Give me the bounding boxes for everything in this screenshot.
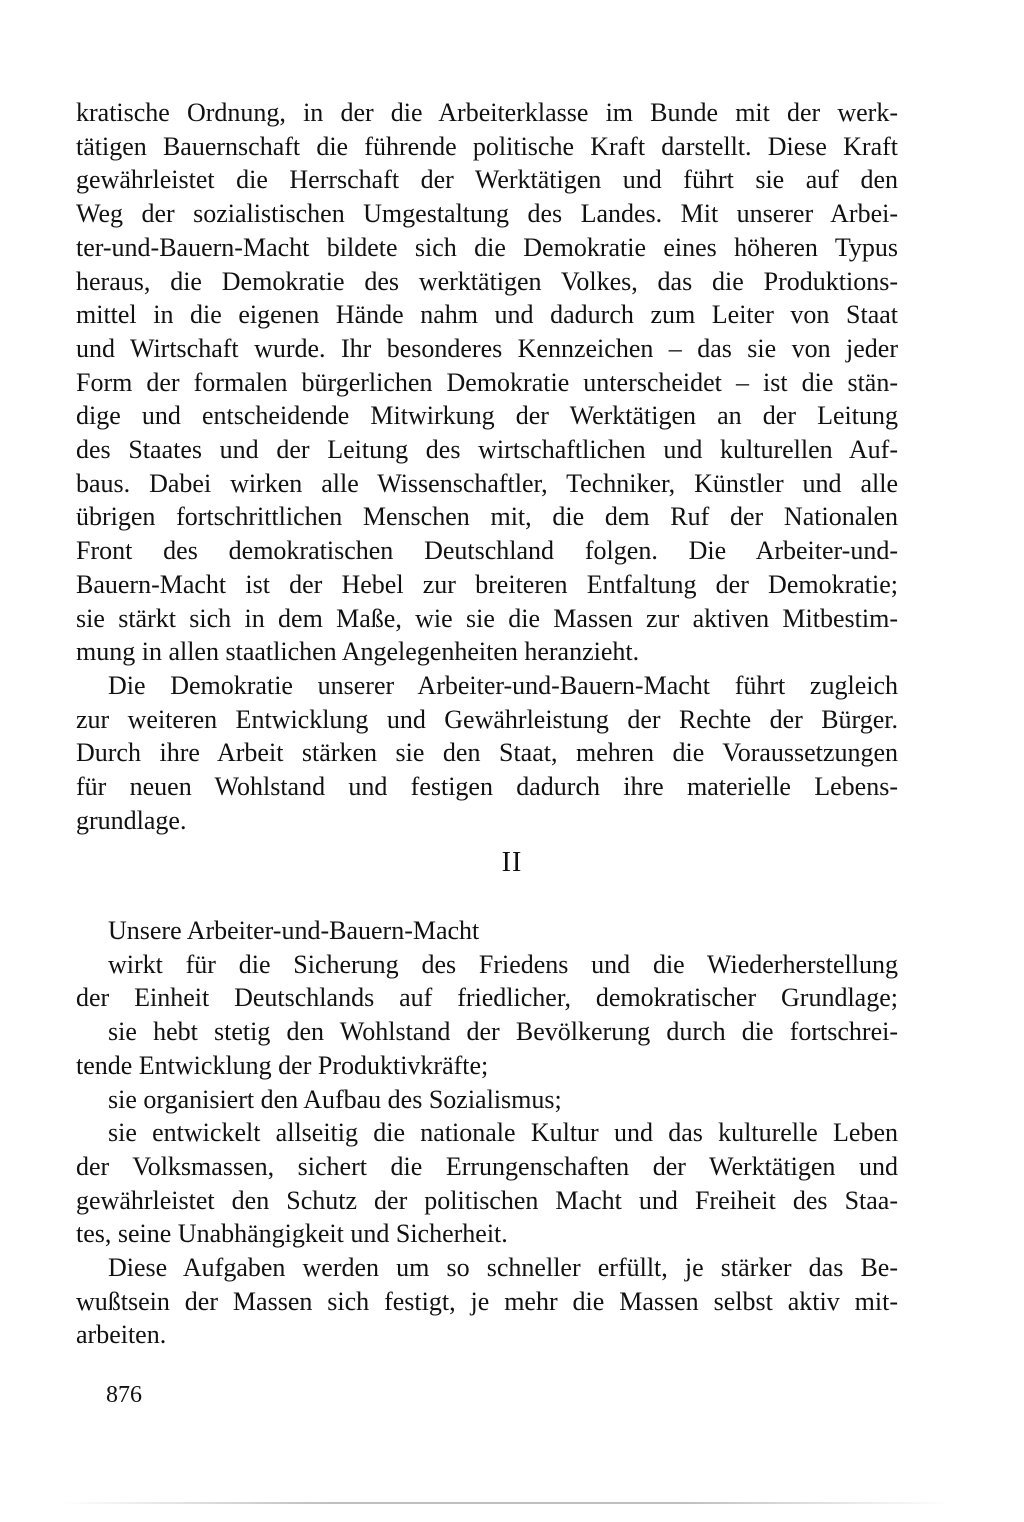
text-line: baus. Dabei wirken alle Wissenschaftler, Techniker, Künstler und alle	[76, 468, 898, 498]
text-line: Die Demokratie unserer Arbeiter-und-Bauern-Macht führt zugleich	[108, 670, 898, 700]
text-line: arbeiten.	[76, 1320, 167, 1350]
text-line: wirkt für die Sicherung des Friedens und die Wiederherstellung	[108, 949, 898, 979]
section-intro: Unsere Arbeiter-und-Bauern-Macht	[108, 916, 480, 945]
scan-edge-line	[60, 1502, 950, 1504]
text-line: sie organisiert den Aufbau des Sozialismus;	[108, 1084, 562, 1114]
text-line: gewährleistet die Herrschaft der Werktätigen und führt sie auf den	[76, 165, 898, 195]
text-line: sie stärkt sich in dem Maße, wie sie die Massen zur aktiven Mitbestim-	[76, 603, 898, 633]
main-text-bottom	[76, 914, 898, 1352]
main-text-top	[76, 96, 898, 837]
text-line: Durch ihre Arbeit stärken sie den Staat, mehren die Voraussetzungen	[76, 738, 898, 768]
text-line: tes, seine Unabhängigkeit und Sicherheit.	[76, 1219, 508, 1249]
text-line: sie hebt stetig den Wohlstand der Bevölkerung durch die fortschrei-	[108, 1017, 898, 1047]
page-number: 876	[106, 1382, 142, 1408]
text-line: mittel in die eigenen Hände nahm und dadurch zum Leiter von Staat	[76, 300, 898, 330]
section-heading: II	[501, 847, 523, 878]
text-line: für neuen Wohlstand und festigen dadurch ihre materielle Lebens-	[76, 772, 898, 802]
text-line: ter-und-Bauern-Macht bildete sich die Demokratie eines höheren Typus	[76, 232, 898, 262]
list-item	[76, 1116, 898, 1251]
text-line: grundlage.	[76, 805, 187, 835]
text-line: Form der formalen bürgerlichen Demokratie unterscheidet – ist die stän-	[76, 367, 898, 397]
text-line: der Volksmassen, sichert die Errungenschaften der Werktätigen und	[76, 1151, 898, 1181]
text-line: Front des demokratischen Deutschland folgen. Die Arbeiter-und-	[76, 536, 898, 566]
text-line: wußtsein der Massen sich festigt, je mehr die Massen selbst aktiv mit-	[76, 1286, 898, 1316]
list-item	[76, 1015, 898, 1082]
text-line: heraus, die Demokratie des werktätigen Volkes, das die Produktions-	[76, 266, 898, 296]
text-line: tätigen Bauernschaft die führende politische Kraft darstellt. Diese Kraft	[76, 131, 898, 161]
text-line: zur weiteren Entwicklung und Gewährleistung der Rechte der Bürger.	[76, 704, 898, 734]
text-line: der Einheit Deutschlands auf friedlicher, demokratischer Grundlage;	[76, 983, 898, 1013]
text-line: und Wirtschaft wurde. Ihr besonderes Kennzeichen – das sie von jeder	[76, 333, 898, 363]
text-line: sie entwickelt allseitig die nationale Kultur und das kulturelle Leben	[108, 1118, 898, 1148]
paragraph-citizen-rights	[76, 669, 898, 838]
paragraph-democracy-order	[76, 96, 898, 669]
paragraph-tasks	[76, 1251, 898, 1352]
text-line: übrigen fortschrittlichen Menschen mit, die dem Ruf der Nationalen	[76, 502, 898, 532]
text-line: kratische Ordnung, in der die Arbeiterklasse im Bunde mit der werk-	[76, 98, 898, 127]
text-line: Weg der sozialistischen Umgestaltung des Landes. Mit unserer Arbei-	[76, 199, 898, 229]
text-line: des Staates und der Leitung des wirtschaftlichen und kulturellen Auf-	[76, 435, 898, 465]
text-line: gewährleistet den Schutz der politischen Macht und Freiheit des Staa-	[76, 1185, 898, 1215]
text-line: dige und entscheidende Mitwirkung der Werktätigen an der Leitung	[76, 401, 898, 431]
text-line: Diese Aufgaben werden um so schneller erfüllt, je stärker das Be-	[108, 1253, 898, 1283]
list-item	[76, 1083, 898, 1117]
text-line: mung in allen staatlichen Angelegenheiten heranzieht.	[76, 637, 640, 667]
list-item	[76, 948, 898, 1015]
text-line: Bauern-Macht ist der Hebel zur breiteren Entfaltung der Demokratie;	[76, 569, 898, 599]
text-line: tende Entwicklung der Produktivkräfte;	[76, 1050, 489, 1080]
